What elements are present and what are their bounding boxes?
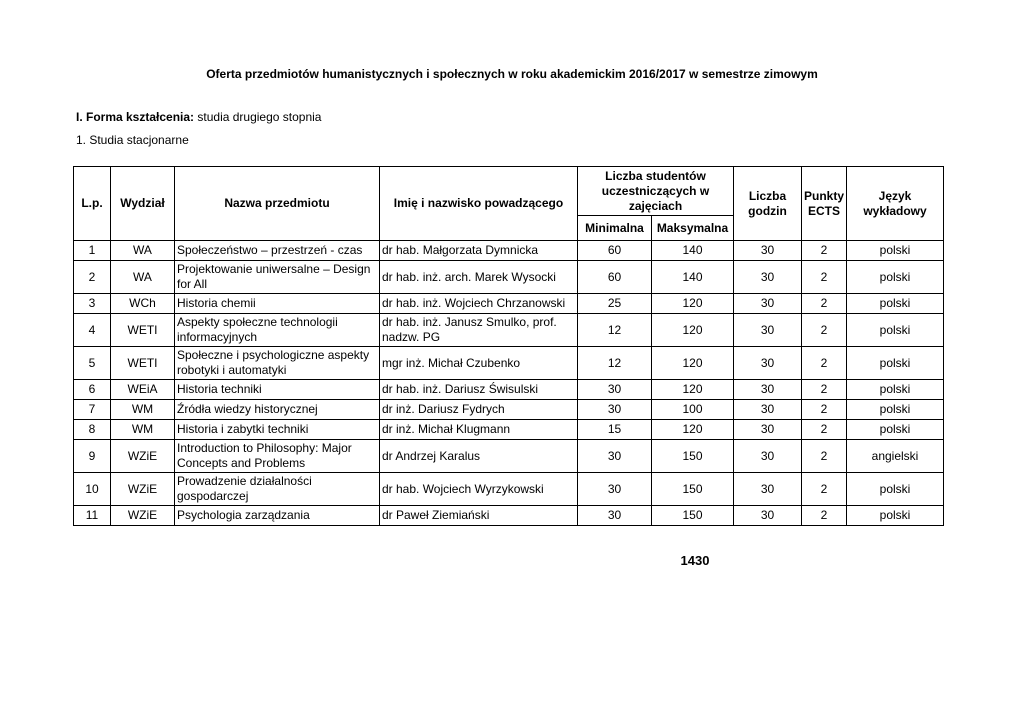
cell-min-students: 30	[578, 506, 652, 526]
cell-course-name: Psychologia zarządzania	[175, 506, 380, 526]
cell-hours: 30	[734, 420, 802, 440]
cell-hours: 30	[734, 241, 802, 261]
cell-lp: 9	[74, 440, 111, 473]
cell-language: polski	[847, 420, 944, 440]
cell-language: polski	[847, 380, 944, 400]
cell-min-students: 30	[578, 400, 652, 420]
cell-faculty: WZiE	[111, 473, 175, 506]
cell-lecturer: dr hab. inż. Dariusz Świsulski	[380, 380, 578, 400]
cell-language: polski	[847, 314, 944, 347]
cell-course-name: Źródła wiedzy historycznej	[175, 400, 380, 420]
cell-faculty: WETI	[111, 314, 175, 347]
cell-hours: 30	[734, 261, 802, 294]
cell-lecturer: dr Andrzej Karalus	[380, 440, 578, 473]
cell-min-students: 30	[578, 380, 652, 400]
cell-course-name: Historia i zabytki techniki	[175, 420, 380, 440]
table-row	[74, 473, 944, 506]
cell-course-name: Introduction to Philosophy: Major Concepts and Problems	[175, 440, 380, 473]
cell-ects: 2	[802, 241, 847, 261]
document-title: Oferta przedmiotów humanistycznych i społecznych w roku akademickim 2016/2017 w semestrze zimowym	[206, 67, 818, 81]
cell-max-students: 140	[652, 261, 734, 294]
cell-lecturer: dr hab. inż. Wojciech Chrzanowski	[380, 294, 578, 314]
cell-max-students: 120	[652, 380, 734, 400]
cell-min-students: 60	[578, 261, 652, 294]
cell-lecturer: dr inż. Dariusz Fydrych	[380, 400, 578, 420]
cell-faculty: WCh	[111, 294, 175, 314]
cell-hours: 30	[734, 506, 802, 526]
cell-max-students: 150	[652, 506, 734, 526]
cell-faculty: WM	[111, 420, 175, 440]
cell-hours: 30	[734, 380, 802, 400]
cell-course-name: Historia chemii	[175, 294, 380, 314]
cell-hours: 30	[734, 400, 802, 420]
form-of-study-value: studia drugiego stopnia	[194, 110, 322, 124]
table-row	[74, 506, 944, 526]
header-faculty: Wydział	[111, 167, 175, 241]
cell-lp: 1	[74, 241, 111, 261]
cell-course-name: Prowadzenie działalności gospodarczej	[175, 473, 380, 506]
table-row	[74, 347, 944, 380]
cell-ects: 2	[802, 440, 847, 473]
cell-hours: 30	[734, 440, 802, 473]
cell-max-students: 120	[652, 420, 734, 440]
cell-faculty: WA	[111, 261, 175, 294]
cell-hours: 30	[734, 347, 802, 380]
cell-language: polski	[847, 506, 944, 526]
cell-lecturer: dr hab. inż. arch. Marek Wysocki	[380, 261, 578, 294]
cell-lp: 8	[74, 420, 111, 440]
cell-ects: 2	[802, 380, 847, 400]
cell-max-students: 100	[652, 400, 734, 420]
cell-ects: 2	[802, 347, 847, 380]
cell-min-students: 12	[578, 314, 652, 347]
cell-lp: 2	[74, 261, 111, 294]
form-of-study-label: I. Forma kształcenia:	[76, 110, 195, 124]
study-mode-subtitle: 1. Studia stacjonarne	[76, 133, 189, 147]
cell-min-students: 60	[578, 241, 652, 261]
cell-ects: 2	[802, 294, 847, 314]
cell-max-students: 120	[652, 347, 734, 380]
cell-hours: 30	[734, 473, 802, 506]
cell-language: polski	[847, 294, 944, 314]
header-max-students: Maksymalna	[652, 216, 734, 241]
header-hours: Liczba godzin	[734, 167, 802, 241]
cell-faculty: WZiE	[111, 506, 175, 526]
table-row	[74, 440, 944, 473]
cell-lp: 5	[74, 347, 111, 380]
cell-course-name: Aspekty społeczne technologii informacyjnych	[175, 314, 380, 347]
header-min-students: Minimalna	[578, 216, 652, 241]
header-ects: Punkty ECTS	[802, 167, 847, 241]
cell-language: polski	[847, 400, 944, 420]
cell-lp: 7	[74, 400, 111, 420]
cell-lecturer: dr hab. Wojciech Wyrzykowski	[380, 473, 578, 506]
cell-ects: 2	[802, 400, 847, 420]
cell-min-students: 15	[578, 420, 652, 440]
cell-faculty: WA	[111, 241, 175, 261]
table-row	[74, 400, 944, 420]
cell-max-students: 150	[652, 440, 734, 473]
cell-max-students: 150	[652, 473, 734, 506]
cell-min-students: 25	[578, 294, 652, 314]
header-lecturer: Imię i nazwisko powadzącego	[380, 167, 578, 241]
form-of-study-line	[76, 110, 321, 124]
header-lp: L.p.	[74, 167, 111, 241]
course-offer-table	[73, 166, 944, 526]
cell-course-name: Projektowanie uniwersalne – Design for All	[175, 261, 380, 294]
header-course-name: Nazwa przedmiotu	[175, 167, 380, 241]
cell-lp: 6	[74, 380, 111, 400]
cell-faculty: WETI	[111, 347, 175, 380]
header-language: Język wykładowy	[847, 167, 944, 241]
cell-min-students: 12	[578, 347, 652, 380]
cell-language: angielski	[847, 440, 944, 473]
table-row	[74, 294, 944, 314]
table-row	[74, 420, 944, 440]
cell-language: polski	[847, 241, 944, 261]
cell-ects: 2	[802, 261, 847, 294]
cell-lp: 10	[74, 473, 111, 506]
cell-ects: 2	[802, 473, 847, 506]
table-row	[74, 314, 944, 347]
table-row	[74, 261, 944, 294]
cell-hours: 30	[734, 294, 802, 314]
header-student-count: Liczba studentów uczestniczących w zajęciach	[578, 167, 734, 216]
cell-language: polski	[847, 261, 944, 294]
cell-min-students: 30	[578, 440, 652, 473]
cell-faculty: WEiA	[111, 380, 175, 400]
cell-lecturer: dr hab. inż. Janusz Smulko, prof. nadzw. PG	[380, 314, 578, 347]
cell-language: polski	[847, 473, 944, 506]
cell-max-students: 120	[652, 294, 734, 314]
cell-ects: 2	[802, 506, 847, 526]
cell-max-students: 120	[652, 314, 734, 347]
cell-ects: 2	[802, 420, 847, 440]
cell-lecturer: dr hab. Małgorzata Dymnicka	[380, 241, 578, 261]
cell-course-name: Społeczne i psychologiczne aspekty robotyki i automatyki	[175, 347, 380, 380]
table-row	[74, 380, 944, 400]
cell-course-name: Historia techniki	[175, 380, 380, 400]
cell-lp: 3	[74, 294, 111, 314]
cell-course-name: Społeczeństwo – przestrzeń - czas	[175, 241, 380, 261]
cell-min-students: 30	[578, 473, 652, 506]
table-row	[74, 241, 944, 261]
max-students-total: 1430	[680, 553, 710, 568]
cell-max-students: 140	[652, 241, 734, 261]
cell-lecturer: mgr inż. Michał Czubenko	[380, 347, 578, 380]
cell-faculty: WZiE	[111, 440, 175, 473]
cell-lp: 4	[74, 314, 111, 347]
cell-language: polski	[847, 347, 944, 380]
cell-faculty: WM	[111, 400, 175, 420]
cell-lecturer: dr inż. Michał Klugmann	[380, 420, 578, 440]
cell-hours: 30	[734, 314, 802, 347]
cell-ects: 2	[802, 314, 847, 347]
cell-lp: 11	[74, 506, 111, 526]
cell-lecturer: dr Paweł Ziemiański	[380, 506, 578, 526]
